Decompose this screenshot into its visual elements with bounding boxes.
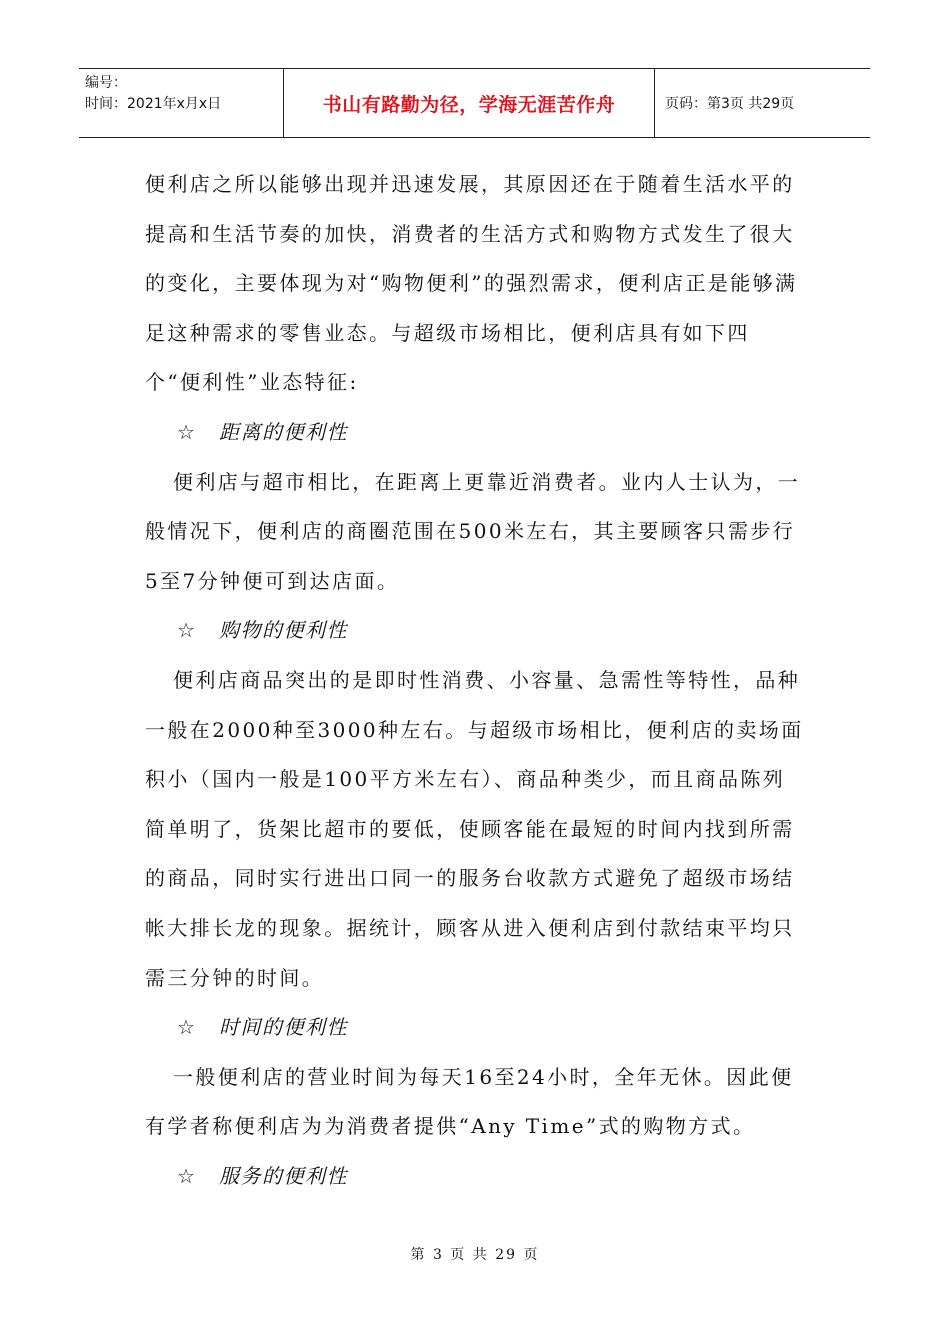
document-number: 编号： bbox=[85, 75, 127, 91]
section-heading-text: 服务的便利性 bbox=[219, 1163, 348, 1188]
section-heading-text: 距离的便利性 bbox=[219, 419, 348, 444]
section-heading-time bbox=[145, 1003, 805, 1053]
star-icon: ☆ bbox=[177, 1163, 197, 1188]
page-footer: 第 3 页 共 29 页 bbox=[410, 1247, 540, 1263]
section-heading-text: 购物的便利性 bbox=[219, 618, 348, 643]
section-paragraph-distance: 便利店与超市相比，在距离上更靠近消费者。业内人士认为，一般情况下，便利店的商圈范围在500米左右，其主要顾客只需步行5至7分钟便可到达店面。 bbox=[145, 469, 801, 593]
header-meta bbox=[79, 69, 283, 137]
section-heading-service bbox=[145, 1152, 805, 1202]
section-paragraph-shopping: 便利店商品突出的是即时性消费、小容量、急需性等特性，品种一般在2000种至3000种左右。与超级市场相比，便利店的卖场面积小（国内一般是100平方米左右）、商品种类少，而且商品陈列简单明了，货架比超市的要低，使顾客能在最短的时间内找到所需的商品，同时实行进出口同一的服务台收款方式避免了超级市场结帐大排长龙的现象。据统计，顾客从进入便利店到付款结束平均只需三分钟的时间。 bbox=[145, 667, 804, 990]
section-paragraph-time: 一般便利店的营业时间为每天16至24小时，全年无休。因此便有学者称便利店为为消费者提供“Any Time”式的购物方式。 bbox=[145, 1064, 794, 1139]
header-motto: 书山有路勤为径，学海无涯苦作舟 bbox=[322, 93, 616, 116]
section-heading-shopping bbox=[145, 606, 805, 656]
header-page-info: 页码：第3页 共29页 bbox=[665, 96, 795, 112]
star-icon: ☆ bbox=[177, 419, 197, 444]
section-heading-text: 时间的便利性 bbox=[219, 1015, 348, 1040]
star-icon: ☆ bbox=[177, 618, 197, 643]
document-body bbox=[145, 160, 805, 1201]
section-heading-distance bbox=[145, 408, 805, 458]
star-icon: ☆ bbox=[177, 1015, 197, 1040]
page-header bbox=[79, 68, 870, 138]
intro-paragraph: 便利店之所以能够出现并迅速发展，其原因还在于随着生活水平的提高和生活节奏的加快，消费者的生活方式和购物方式发生了很大的变化，主要体现为对“购物便利”的强烈需求，便利店正是能够满足这种需求的零售业态。与超级市场相比，便利店具有如下四个“便利性”业态特征: bbox=[145, 172, 798, 395]
document-date: 时间：2021年x月x日 bbox=[85, 96, 222, 112]
header-motto-cell bbox=[283, 69, 655, 137]
